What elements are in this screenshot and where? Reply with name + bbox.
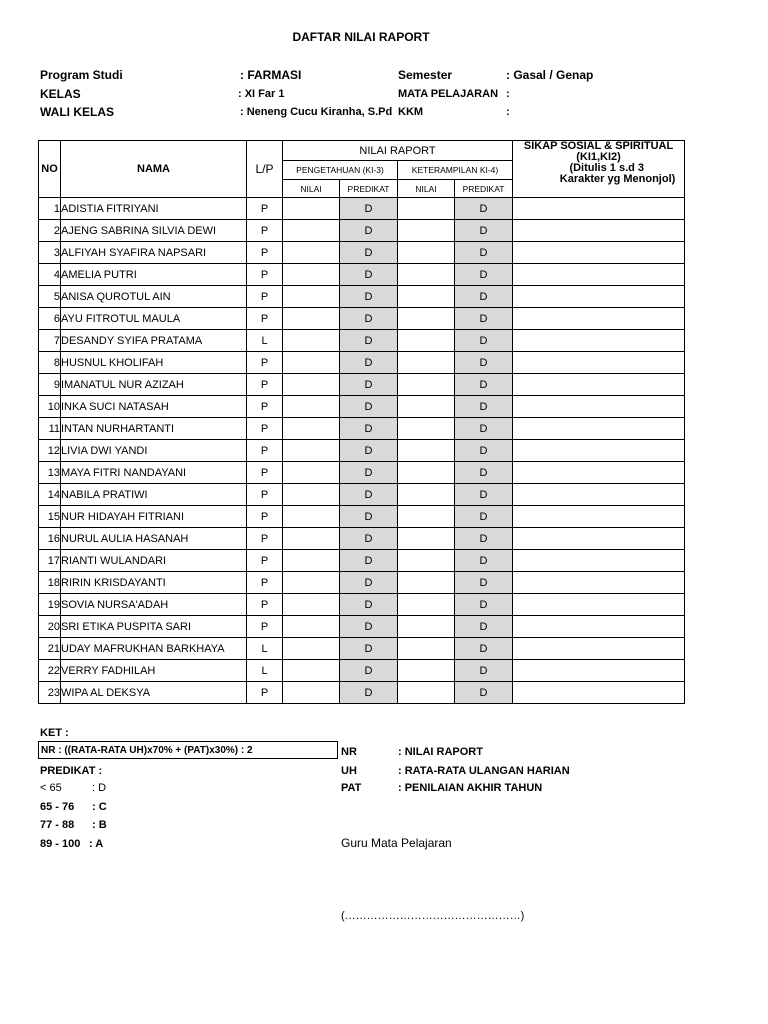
cell-predikat-ki4: D xyxy=(455,220,513,242)
nilai-header-ki4: NILAI xyxy=(398,180,455,198)
cell-predikat-ki4: D xyxy=(455,462,513,484)
cell-nilai-ki3 xyxy=(283,264,340,286)
cell-no: 21 xyxy=(39,638,61,660)
cell-lp: P xyxy=(247,594,283,616)
table-row xyxy=(39,550,685,572)
cell-nilai-ki3 xyxy=(283,286,340,308)
cell-sikap xyxy=(513,286,685,308)
col-nama-header: NAMA xyxy=(61,141,247,198)
cell-predikat-ki3: D xyxy=(340,462,398,484)
cell-nilai-ki3 xyxy=(283,660,340,682)
cell-nilai-ki4 xyxy=(398,572,455,594)
cell-nilai-ki3 xyxy=(283,572,340,594)
cell-nilai-ki4 xyxy=(398,418,455,440)
cell-no: 7 xyxy=(39,330,61,352)
abbr-nr-desc: : NILAI RAPORT xyxy=(398,746,483,758)
cell-predikat-ki3: D xyxy=(340,528,398,550)
cell-predikat-ki3: D xyxy=(340,220,398,242)
cell-no: 2 xyxy=(39,220,61,242)
cell-predikat-ki3: D xyxy=(340,330,398,352)
cell-nama: SOVIA NURSA'ADAH xyxy=(61,594,247,616)
cell-lp: P xyxy=(247,462,283,484)
cell-predikat-ki4: D xyxy=(455,594,513,616)
table-row xyxy=(39,198,685,220)
cell-sikap xyxy=(513,484,685,506)
cell-lp: P xyxy=(247,506,283,528)
cell-predikat-ki4: D xyxy=(455,550,513,572)
table-row xyxy=(39,682,685,704)
cell-lp: P xyxy=(247,440,283,462)
cell-predikat-ki3: D xyxy=(340,352,398,374)
cell-no: 12 xyxy=(39,440,61,462)
cell-no: 8 xyxy=(39,352,61,374)
table-row xyxy=(39,594,685,616)
cell-sikap xyxy=(513,616,685,638)
cell-sikap xyxy=(513,352,685,374)
cell-predikat-ki4: D xyxy=(455,396,513,418)
cell-lp: P xyxy=(247,198,283,220)
cell-predikat-ki3: D xyxy=(340,418,398,440)
table-row xyxy=(39,616,685,638)
cell-nilai-ki4 xyxy=(398,242,455,264)
cell-nilai-ki4 xyxy=(398,198,455,220)
cell-no: 10 xyxy=(39,396,61,418)
page-title: DAFTAR NILAI RAPORT xyxy=(292,30,430,44)
cell-lp: P xyxy=(247,264,283,286)
cell-lp: L xyxy=(247,330,283,352)
cell-no: 3 xyxy=(39,242,61,264)
abbr-nr-key: NR xyxy=(341,746,357,758)
cell-nama: INTAN NURHARTANTI xyxy=(61,418,247,440)
predikat-header-ki4: PREDIKAT xyxy=(455,180,513,198)
cell-sikap xyxy=(513,528,685,550)
table-row xyxy=(39,528,685,550)
cell-predikat-ki4: D xyxy=(455,506,513,528)
cell-predikat-ki3: D xyxy=(340,616,398,638)
program-studi-label: Program Studi xyxy=(40,68,123,82)
sikap-line3: Karakter yg Menonjol) xyxy=(559,173,676,185)
cell-predikat-ki4: D xyxy=(455,198,513,220)
cell-predikat-ki4: D xyxy=(455,418,513,440)
cell-lp: P xyxy=(247,484,283,506)
cell-predikat-ki4: D xyxy=(455,374,513,396)
table-row xyxy=(39,462,685,484)
cell-sikap xyxy=(513,682,685,704)
cell-predikat-ki4: D xyxy=(455,264,513,286)
cell-predikat-ki4: D xyxy=(455,484,513,506)
cell-sikap xyxy=(513,550,685,572)
cell-nilai-ki3 xyxy=(283,440,340,462)
predikat-label: PREDIKAT : xyxy=(40,765,103,777)
cell-nilai-ki4 xyxy=(398,440,455,462)
cell-no: 22 xyxy=(39,660,61,682)
nr-formula: NR : ((RATA-RATA UH)x70% + (PAT)x30%) : 2 xyxy=(38,741,338,759)
cell-sikap xyxy=(513,198,685,220)
cell-nilai-ki3 xyxy=(283,220,340,242)
grade-2: : C xyxy=(92,801,107,813)
cell-nilai-ki4 xyxy=(398,330,455,352)
grade-table xyxy=(38,140,685,704)
cell-predikat-ki3: D xyxy=(340,374,398,396)
sikap-line2: (Ditulis 1 s.d 3 xyxy=(569,162,645,174)
cell-predikat-ki3: D xyxy=(340,638,398,660)
col-no-header: NO xyxy=(39,141,61,198)
cell-sikap xyxy=(513,572,685,594)
signature-blank: (…………………………………………) xyxy=(341,910,525,922)
table-row xyxy=(39,264,685,286)
cell-nama: ALFIYAH SYAFIRA NAPSARI xyxy=(61,242,247,264)
cell-nama: AMELIA PUTRI xyxy=(61,264,247,286)
cell-no: 4 xyxy=(39,264,61,286)
cell-nilai-ki3 xyxy=(283,330,340,352)
cell-nilai-ki4 xyxy=(398,352,455,374)
cell-nilai-ki3 xyxy=(283,550,340,572)
cell-nilai-ki3 xyxy=(283,374,340,396)
cell-predikat-ki4: D xyxy=(455,352,513,374)
keterampilan-header: KETERAMPILAN KI-4) xyxy=(398,161,513,180)
cell-predikat-ki4: D xyxy=(455,330,513,352)
abbr-uh-key: UH xyxy=(341,765,357,777)
cell-predikat-ki3: D xyxy=(340,286,398,308)
cell-no: 16 xyxy=(39,528,61,550)
semester-value: : Gasal / Genap xyxy=(506,68,594,82)
kelas-value: : XI Far 1 xyxy=(238,88,285,100)
signature-label: Guru Mata Pelajaran xyxy=(341,836,452,850)
cell-no: 14 xyxy=(39,484,61,506)
cell-no: 18 xyxy=(39,572,61,594)
table-row xyxy=(39,572,685,594)
cell-nama: ANISA QUROTUL AIN xyxy=(61,286,247,308)
program-studi-value: : FARMASI xyxy=(240,68,302,82)
cell-nama: AJENG SABRINA SILVIA DEWI xyxy=(61,220,247,242)
grade-1: : D xyxy=(92,782,107,794)
cell-nilai-ki4 xyxy=(398,682,455,704)
cell-no: 15 xyxy=(39,506,61,528)
mapel-value: : xyxy=(506,88,510,100)
cell-no: 6 xyxy=(39,308,61,330)
cell-nilai-ki3 xyxy=(283,198,340,220)
wali-kelas-value: : Neneng Cucu Kiranha, S.Pd xyxy=(240,106,393,118)
range-1: < 65 xyxy=(40,782,62,794)
cell-nilai-ki4 xyxy=(398,264,455,286)
cell-nilai-ki4 xyxy=(398,308,455,330)
cell-nilai-ki4 xyxy=(398,396,455,418)
cell-predikat-ki4: D xyxy=(455,242,513,264)
sikap-header xyxy=(513,141,685,198)
semester-label: Semester xyxy=(398,68,453,82)
cell-nilai-ki3 xyxy=(283,594,340,616)
cell-nilai-ki4 xyxy=(398,462,455,484)
range-2: 65 - 76 xyxy=(40,801,75,813)
cell-no: 23 xyxy=(39,682,61,704)
cell-nama: AYU FITROTUL MAULA xyxy=(61,308,247,330)
cell-sikap xyxy=(513,440,685,462)
grade-table-body xyxy=(39,198,685,704)
cell-no: 17 xyxy=(39,550,61,572)
abbr-uh-desc: : RATA-RATA ULANGAN HARIAN xyxy=(398,765,570,777)
cell-nilai-ki3 xyxy=(283,528,340,550)
cell-predikat-ki3: D xyxy=(340,506,398,528)
table-row xyxy=(39,220,685,242)
cell-predikat-ki3: D xyxy=(340,572,398,594)
cell-nilai-ki3 xyxy=(283,484,340,506)
cell-nama: UDAY MAFRUKHAN BARKHAYA xyxy=(61,638,247,660)
cell-nama: RIRIN KRISDAYANTI xyxy=(61,572,247,594)
cell-nilai-ki4 xyxy=(398,550,455,572)
cell-nilai-ki4 xyxy=(398,594,455,616)
cell-predikat-ki4: D xyxy=(455,616,513,638)
cell-predikat-ki3: D xyxy=(340,440,398,462)
cell-predikat-ki3: D xyxy=(340,550,398,572)
cell-sikap xyxy=(513,374,685,396)
cell-no: 5 xyxy=(39,286,61,308)
cell-nilai-ki3 xyxy=(283,506,340,528)
cell-predikat-ki3: D xyxy=(340,484,398,506)
cell-nama: NABILA PRATIWI xyxy=(61,484,247,506)
cell-predikat-ki4: D xyxy=(455,682,513,704)
cell-nama: LIVIA DWI YANDI xyxy=(61,440,247,462)
table-row xyxy=(39,308,685,330)
cell-lp: P xyxy=(247,242,283,264)
cell-lp: L xyxy=(247,660,283,682)
cell-nilai-ki4 xyxy=(398,484,455,506)
cell-nama: VERRY FADHILAH xyxy=(61,660,247,682)
cell-predikat-ki4: D xyxy=(455,528,513,550)
cell-nilai-ki3 xyxy=(283,352,340,374)
table-row xyxy=(39,638,685,660)
cell-sikap xyxy=(513,660,685,682)
col-lp-header: L/P xyxy=(247,141,283,198)
cell-nilai-ki3 xyxy=(283,308,340,330)
cell-nilai-ki4 xyxy=(398,660,455,682)
cell-sikap xyxy=(513,242,685,264)
cell-predikat-ki4: D xyxy=(455,308,513,330)
cell-sikap xyxy=(513,462,685,484)
cell-sikap xyxy=(513,594,685,616)
cell-lp: P xyxy=(247,308,283,330)
kkm-value: : xyxy=(506,106,510,118)
grade-3: : B xyxy=(92,819,107,831)
cell-no: 9 xyxy=(39,374,61,396)
table-row xyxy=(39,330,685,352)
cell-no: 19 xyxy=(39,594,61,616)
cell-nilai-ki3 xyxy=(283,418,340,440)
grade-4: : A xyxy=(89,838,104,850)
cell-lp: P xyxy=(247,286,283,308)
cell-nama: WIPA AL DEKSYA xyxy=(61,682,247,704)
cell-nilai-ki4 xyxy=(398,506,455,528)
cell-lp: P xyxy=(247,220,283,242)
table-row xyxy=(39,660,685,682)
cell-nama: DESANDY SYIFA PRATAMA xyxy=(61,330,247,352)
table-row xyxy=(39,484,685,506)
cell-nilai-ki3 xyxy=(283,616,340,638)
cell-nilai-ki3 xyxy=(283,242,340,264)
mapel-label: MATA PELAJARAN xyxy=(398,88,499,100)
cell-predikat-ki3: D xyxy=(340,660,398,682)
cell-lp: P xyxy=(247,374,283,396)
cell-predikat-ki3: D xyxy=(340,594,398,616)
cell-nama: NURUL AULIA HASANAH xyxy=(61,528,247,550)
cell-nilai-ki4 xyxy=(398,220,455,242)
cell-lp: P xyxy=(247,616,283,638)
cell-nilai-ki4 xyxy=(398,528,455,550)
nilai-header-ki3: NILAI xyxy=(283,180,340,198)
cell-nilai-ki4 xyxy=(398,616,455,638)
cell-sikap xyxy=(513,308,685,330)
table-row xyxy=(39,418,685,440)
cell-predikat-ki4: D xyxy=(455,286,513,308)
kkm-label: KKM xyxy=(398,106,424,118)
cell-nilai-ki3 xyxy=(283,682,340,704)
nilai-raport-header: NILAI RAPORT xyxy=(283,141,513,161)
table-row xyxy=(39,374,685,396)
cell-lp: L xyxy=(247,638,283,660)
cell-predikat-ki3: D xyxy=(340,242,398,264)
cell-sikap xyxy=(513,396,685,418)
cell-no: 13 xyxy=(39,462,61,484)
cell-nilai-ki4 xyxy=(398,638,455,660)
cell-no: 1 xyxy=(39,198,61,220)
cell-lp: P xyxy=(247,550,283,572)
cell-lp: P xyxy=(247,418,283,440)
cell-nama: INKA SUCI NATASAH xyxy=(61,396,247,418)
sikap-line1: SIKAP SOSIAL & SPIRITUAL (KI1,KI2) xyxy=(523,140,674,163)
cell-sikap xyxy=(513,506,685,528)
cell-predikat-ki3: D xyxy=(340,396,398,418)
pengetahuan-header: PENGETAHUAN (KI-3) xyxy=(283,161,398,180)
cell-nama: SRI ETIKA PUSPITA SARI xyxy=(61,616,247,638)
cell-sikap xyxy=(513,264,685,286)
ket-label: KET : xyxy=(40,727,69,739)
table-row xyxy=(39,396,685,418)
cell-nilai-ki3 xyxy=(283,638,340,660)
predikat-header-ki3: PREDIKAT xyxy=(340,180,398,198)
cell-lp: P xyxy=(247,396,283,418)
table-row xyxy=(39,286,685,308)
cell-lp: P xyxy=(247,682,283,704)
wali-kelas-label: WALI KELAS xyxy=(40,105,114,119)
table-row xyxy=(39,506,685,528)
cell-nilai-ki3 xyxy=(283,462,340,484)
table-row xyxy=(39,242,685,264)
cell-predikat-ki3: D xyxy=(340,198,398,220)
cell-no: 11 xyxy=(39,418,61,440)
cell-no: 20 xyxy=(39,616,61,638)
cell-predikat-ki3: D xyxy=(340,308,398,330)
table-row xyxy=(39,352,685,374)
abbr-pat-desc: : PENILAIAN AKHIR TAHUN xyxy=(398,782,543,794)
cell-lp: P xyxy=(247,352,283,374)
cell-nama: HUSNUL KHOLIFAH xyxy=(61,352,247,374)
cell-predikat-ki4: D xyxy=(455,572,513,594)
cell-nilai-ki4 xyxy=(398,374,455,396)
cell-sikap xyxy=(513,330,685,352)
table-row xyxy=(39,440,685,462)
cell-nama: IMANATUL NUR AZIZAH xyxy=(61,374,247,396)
cell-nama: NUR HIDAYAH FITRIANI xyxy=(61,506,247,528)
cell-sikap xyxy=(513,220,685,242)
range-3: 77 - 88 xyxy=(40,819,75,831)
cell-sikap xyxy=(513,418,685,440)
cell-predikat-ki4: D xyxy=(455,440,513,462)
cell-lp: P xyxy=(247,528,283,550)
cell-lp: P xyxy=(247,572,283,594)
cell-predikat-ki4: D xyxy=(455,638,513,660)
cell-predikat-ki3: D xyxy=(340,264,398,286)
cell-nama: MAYA FITRI NANDAYANI xyxy=(61,462,247,484)
cell-nama: RIANTI WULANDARI xyxy=(61,550,247,572)
kelas-label: KELAS xyxy=(40,87,81,101)
cell-predikat-ki4: D xyxy=(455,660,513,682)
cell-sikap xyxy=(513,638,685,660)
cell-nilai-ki4 xyxy=(398,286,455,308)
abbr-pat-key: PAT xyxy=(341,782,362,794)
cell-predikat-ki3: D xyxy=(340,682,398,704)
range-4: 89 - 100 xyxy=(40,838,81,850)
cell-nama: ADISTIA FITRIYANI xyxy=(61,198,247,220)
cell-nilai-ki3 xyxy=(283,396,340,418)
